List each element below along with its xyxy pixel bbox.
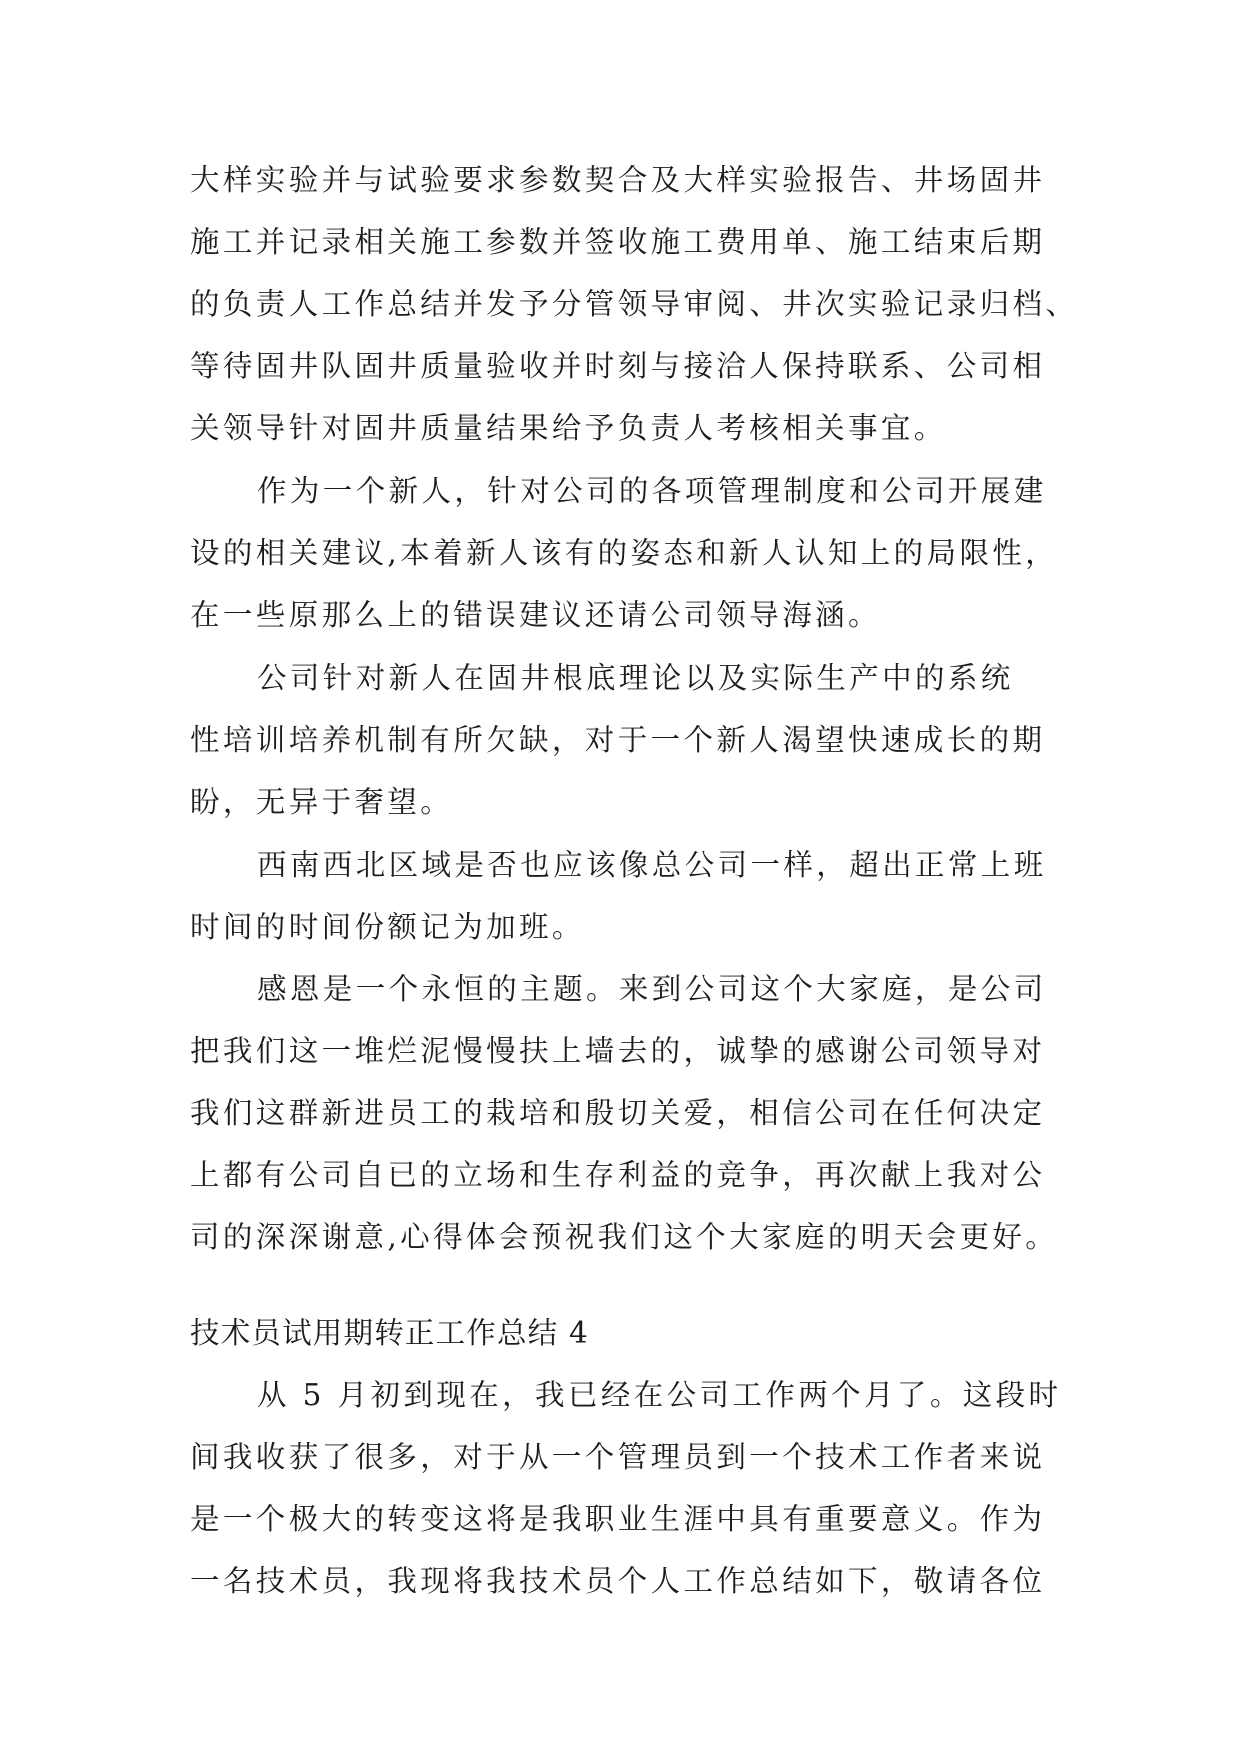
text-line: 时间的时间份额记为加班。 [190, 910, 585, 944]
text-line: 我们这群新进员工的栽培和殷切关爱，相信公司在任何决定 [190, 1096, 1046, 1130]
text-line: 盼，无异于奢望。 [190, 785, 454, 819]
paragraph-first-line: 感恩是一个永恒的主题。来到公司这个大家庭，是公司 [257, 972, 1047, 1006]
text-line: 上都有公司自已的立场和生存利益的竞争，再次献上我对公 [190, 1158, 1046, 1192]
text-line: 一名技术员，我现将我技术员个人工作总结如下，敬请各位 [190, 1564, 1046, 1598]
text-line: 性培训培养机制有所欠缺，对于一个新人渴望快速成长的期 [190, 723, 1046, 757]
paragraph-first-line: 西南西北区域是否也应该像总公司一样，超出正常上班 [257, 848, 1047, 882]
text-line: 关领导针对固井质量结果给予负责人考核相关事宜。 [190, 411, 947, 445]
section-heading: 技术员试用期转正工作总结 4 [190, 1316, 589, 1350]
paragraph-first-line: 作为一个新人，针对公司的各项管理制度和公司开展建 [257, 474, 1047, 508]
text-line: 在一些原那么上的错误建议还请公司领导海涵。 [190, 598, 881, 632]
text-line: 施工并记录相关施工参数并签收施工费用单、施工结束后期 [190, 225, 1046, 259]
paragraph-first-line: 公司针对新人在固井根底理论以及实际生产中的系统 [257, 661, 1014, 695]
text-line: 等待固井队固井质量验收并时刻与接洽人保持联系、公司相 [190, 349, 1046, 383]
text-line: 是一个极大的转变这将是我职业生涯中具有重要意义。作为 [190, 1502, 1046, 1536]
text-line: 的负责人工作总结并发予分管领导审阅、井次实验记录归档、 [190, 287, 1079, 321]
text-line: 设的相关建议,本着新人该有的姿态和新人认知上的局限性， [190, 536, 1059, 570]
text-line: 大样实验并与试验要求参数契合及大样实验报告、井场固井 [190, 163, 1046, 197]
paragraph-first-line: 从 5 月初到现在，我已经在公司工作两个月了。这段时 [257, 1378, 1062, 1412]
text-line: 间我收获了很多，对于从一个管理员到一个技术工作者来说 [190, 1440, 1046, 1474]
text-line: 把我们这一堆烂泥慢慢扶上墙去的，诚挚的感谢公司领导对 [190, 1034, 1046, 1068]
text-line: 司的深深谢意,心得体会预祝我们这个大家庭的明天会更好。 [190, 1220, 1059, 1254]
